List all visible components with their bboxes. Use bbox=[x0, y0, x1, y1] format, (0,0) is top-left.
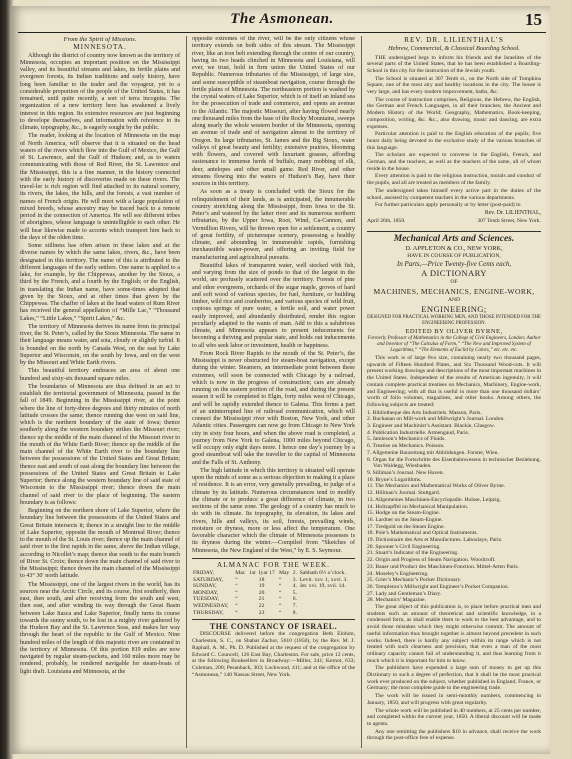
almanac-cell: “ bbox=[279, 596, 282, 603]
paragraph: The publishers have expended a large sum of money to get up this Dictionary to such a degree of perfection, that it shall be the most practical work ever produced on the subject, whether published in England, France, or Germany; the most complete guide to the engineering trade. bbox=[367, 665, 541, 692]
almanac-cell: “ bbox=[279, 589, 282, 596]
ad-machines-line: MACHINES, MECHANICS, ENGINE-WORK, bbox=[373, 287, 535, 297]
ad-subject-item: 8. Organ fur die Fortschritte des Eisenbahnwesens in technischer Beziehung. Von Waldegg, Wiesbaden. bbox=[367, 456, 541, 470]
ad-subject-item: 11. The Mechanics and Mathematical Works of Oliver Byrne. bbox=[367, 483, 506, 490]
almanac-cell: “ bbox=[235, 576, 238, 583]
ad-subject-item: 18. Pole’s Mathematical and Optical Instruments. bbox=[367, 530, 478, 537]
column-minnesota bbox=[20, 36, 180, 748]
column-advertisements bbox=[367, 36, 541, 748]
paragraph: Beautiful lakes of transparent water, well stocked with fish, and varying from the size of ponds to that of the largest in the world, are profusely scattered over the territory. Forests of pine and other evergreens, orchards of the sugar maple, groves of hard and soft wood of various species, for fuel, furniture, or building timber, wild rice and cranberries, and various species of wild fruit, copious springs of pure water, a fertile soil, and water power easily improved, and abundantly distributed, render this region peculiarly adapted to the wants of man. Add to this a salubrious climate, and Minnesota appears to present inducements for becoming a thriving and popular state, and holds out inducements to all who seek labor or investment, health or happiness. bbox=[192, 262, 355, 349]
ad-subject-item: 26. Templeton’s Millwright and Engineer’s Pocket Companion. bbox=[367, 583, 510, 590]
ad-dictionary-line: A DICTIONARY bbox=[421, 268, 487, 279]
almanac-cell: 21 bbox=[258, 596, 265, 603]
almanac-row bbox=[192, 570, 355, 577]
almanac-cell bbox=[248, 596, 258, 603]
ad-subject-item: 17. Tredgold on the Steam Engine. bbox=[367, 523, 445, 530]
almanac-cell: TUESDAY, bbox=[193, 596, 220, 603]
almanac-cell: Levit. xxv. 1, xxvi. 3. bbox=[299, 576, 348, 583]
almanac-cell: 22 bbox=[258, 602, 265, 609]
paragraph: As soon as a treaty is concluded with the Sioux for the relinquishment of their lands, as is anticipated, the innumerable country stretching along the Mississippi, from Iowa to the St. Peter’s and watered by the latter river and its numerous northern tributaries, by the Upper Iowa, Root, Wind, Ca-Cannon, and Vermillion Rivers, will be thrown open for a settlement, a country of great fertility, of picturesque scenery, possessing a healthy climate, and abounding in innumerable rapids, furnishing inexhaustible water-power, and offering an inviting field for manufacturing and agricultural pursuits. bbox=[192, 189, 355, 261]
almanac-cell: “ bbox=[279, 602, 282, 609]
ad-subject-item: 22. Origin and Progress of Steam Navigation. Woodcroft. bbox=[367, 557, 496, 564]
almanac-cell: Jer. xvi. 19, xvii. 14. bbox=[299, 583, 346, 590]
almanac-title: ALMANAC FOR THE WEEK. bbox=[217, 560, 330, 569]
paragraph: This beautiful territory embraces an area of about one hundred and sixty-six thousand square miles. bbox=[20, 368, 180, 382]
almanac-cell: “ bbox=[235, 609, 238, 616]
page-number: 15 bbox=[525, 10, 542, 29]
ad-subject-item: 13. Allgemeines Maschinen-Encyclopadie. Hulsse, Leipzig. bbox=[367, 496, 501, 503]
almanac-cell: Sabbath 6½ o’clock. bbox=[299, 570, 346, 576]
almanac-cell: “ bbox=[279, 583, 282, 590]
paragraph: The whole work will be published in 40 numbers, at 25 cents per number, and completed within the current year, 1850. A liberal discount will be made to agents. bbox=[367, 707, 541, 727]
almanac-cell: “ bbox=[235, 596, 238, 603]
ad-signature-name: Rev. Dr. LILIENTHAL, bbox=[484, 209, 541, 216]
almanac-cell: 5. bbox=[292, 589, 297, 596]
article-source: From the Spirit of Missions. bbox=[63, 36, 137, 43]
paragraph: From Rock River Rapids to the mouth of the St. Peter’s, the Mississippi is never obstructed for steam-boat navigation, except during the winter. Steamers, an intermediate point between these extremes, will soon be connected with Chicago by a railroad, which is now in the progress of construction; cars are already running on the eastern portion of the road, and during the present season it will be completed to Elgin, forty miles west of Chicago, and will be rapidly extended thence to Galena. This forms a part of an uninterrupted line of railroad communication, which will connect the Mississippi river with Boston, New York, and other Atlantic cities. Passengers can now go from Chicago to New York city in sixty four hours, and when the above road is completed, a journey from New York to Galena, 1000 miles beyond Chicago, will occupy only eight days more. I hence one day’s journey by a good steamboat will take the traveller to the capital of Minnesota and the Falls of St. Anthony. bbox=[192, 350, 355, 466]
almanac-cell: 2. bbox=[292, 570, 297, 576]
almanac-cell bbox=[248, 590, 258, 597]
almanac-cell: 6. bbox=[292, 596, 297, 603]
almanac-cell bbox=[299, 610, 355, 617]
ad-subject-item: 2. Buchanan on Mill-work and Millwright’s Journal. London. bbox=[367, 416, 505, 423]
constancy-title: THE CONSTANCY OF ISRAEL. bbox=[209, 622, 338, 632]
ad-editor-credentials: Formerly Professor of Mathematics in the College of Civil Engineers, London; Author and Inventor of “The Calculus of Form,” “The New and Improved System of Logarithms,” “The Elements of Euclid by Colors,” etc. etc. etc. bbox=[367, 336, 541, 354]
almanac-row bbox=[192, 603, 355, 610]
ad-subject-item: 24. Moseley’s Engineering. bbox=[367, 570, 429, 577]
almanac-cell: 23 bbox=[258, 609, 265, 616]
ad-subject-item: 5. Jamieson’s Mechanics of Fluids. bbox=[367, 436, 446, 443]
almanac-cell: 8. bbox=[292, 609, 297, 616]
almanac-row bbox=[192, 590, 355, 597]
ad-subject-item: 7. Allgemeine Bauzeitung mit Abbildungen. Forster, Wien. bbox=[367, 449, 499, 456]
ad-subject-item: 12. Hillman’s Journal. Stuttgard. bbox=[367, 490, 441, 497]
divider bbox=[192, 619, 355, 620]
almanac-row bbox=[192, 610, 355, 617]
almanac-cell: MONDAY, bbox=[193, 589, 219, 596]
almanac-table bbox=[192, 570, 355, 616]
almanac-cell: 18 bbox=[258, 576, 265, 583]
ad-subject-item: 14. Holtzapffel on Mechanical Manipulation. bbox=[367, 503, 469, 510]
page-header bbox=[18, 10, 546, 33]
ad-subject-item: 23. Bauer und Product des Maschinen-Fonction. Mittel-Arten Paris. bbox=[367, 563, 519, 570]
newspaper-page bbox=[10, 6, 550, 754]
almanac-cell: “ bbox=[279, 609, 282, 616]
paragraph: Particular attention is paid to the English education of the pupils; five hours daily being devoted to the exclusive study of the various branches of this language. bbox=[367, 131, 541, 151]
ad-signature-date: April 26th, 1850. bbox=[367, 218, 406, 225]
ad-title-of: OF bbox=[450, 279, 458, 286]
ad-subject-item: 19. Dictionnaire des Arts et Manufactures. Laboulaye, Paris. bbox=[367, 537, 503, 544]
ad-subject-item: 21. Stuart’s Indicator of the Engineering. bbox=[367, 550, 459, 557]
ad-editor: EDITED BY OLIVER BYRNE, bbox=[405, 327, 503, 335]
ad-subject-item: 1. Bibliotheque des Arts Industriels. Masson, Paris. bbox=[367, 409, 482, 416]
almanac-cell: “ bbox=[235, 602, 238, 609]
almanac-cell: 19 bbox=[258, 583, 265, 590]
ad-subject-item: 16. Lardner on the Steam-Engine. bbox=[367, 516, 443, 523]
column-rule bbox=[186, 36, 187, 748]
paragraph: Some stillness has often arisen in these lakes and at the diverse names by which the same lakes, rivers, &c., have been designated in this territory. The name of this is attributed to the different languages of the early settlers. One name is applied to a lake, for example, by the Chippewas, another by the Sioux, a third by the French, and a fourth by the English; or the English, in translating the Indian name, have some-times adopted that given by the Sioux, and at other times that given by the Chippewas. The chaffer of lakes at the head waters of Rum River has received the general appellation of “Mille Lac,” “Thousand Lakes,” “Little Lakes,” “Spirit Lakes,” &c. bbox=[20, 243, 180, 322]
ad-subject-item: 27. Lady and Gentleman’s Diary. bbox=[367, 590, 442, 597]
almanac-cell bbox=[299, 590, 355, 597]
section-heading: Mechanical Arts and Sciences. bbox=[367, 231, 541, 243]
paragraph: The undersigned takes himself every active part in the duties of the school, assisted by competent teachers in the various departments. bbox=[367, 187, 541, 201]
ad-designed-for: DESIGNED FOR PRACTICAL WORKING MEN, AND THOSE INTENDED FOR THE ENGINEERING PROFESSION. bbox=[367, 314, 541, 326]
ad-subject-item: 10. Bryne’s Logarithms. bbox=[367, 476, 422, 483]
paragraph: Every attention is paid to the religious instruction, morals and conduct of the pupils, and all are treated as members of the family. bbox=[367, 173, 541, 187]
almanac-cell: “ bbox=[235, 589, 238, 596]
paragraph: The reader, looking at the location of Minnesota on the map of North America, will observe that it is situated on the head waters of the rivers which flow into the Gulf of Mexico, the Gulf of St. Lawrence, and the Gulf of Hudson; and, as to waters communicating with those of Red River, the St. Lawrence and the Mississippi, this is a fine manner, in the history connected with the early history of discoveries made on these rivers. The travel-ler is rich region will find attached to its natural scenery, its rivers, the lakes, the hills, and the forests, a vast number of names of French origin. He will meet with a large population of mixed breeds, whose ancestry may be traced back to a remote period in the connection of America. He will see different tribes of aborigines, whose language is unintelligible to each other. He will hear likewise made to accents which transport him back to the days of the olden time. bbox=[20, 133, 180, 241]
ad-subject-item: 3. Engineer and Machinist’s Assistant. Blackie, Glasgow. bbox=[367, 423, 495, 430]
almanac-cell: 4. bbox=[292, 583, 297, 590]
almanac-cell bbox=[248, 583, 258, 590]
paragraph: This work is of large 8vo size, containing nearly two thousand pages, upwards of Fifteen Hundred Plates, and Six Thousand Wood-cuts. It will present working drawings and descriptions of the most important machines in the United States. Independent of the results of American ingenuity, it will contain complete practical treatises on Mechanics, Machinery, Engine-work, and Engineering; with all that is useful in more than one thousand dollars’ worth of folio volumes, magazines, and other books. Among others, the following subjects are treated: bbox=[367, 355, 541, 408]
almanac-cell bbox=[248, 603, 258, 610]
paragraph: For further particulars apply personally or by letter (post-paid) to bbox=[375, 202, 521, 209]
masthead-title: The Asmonean. bbox=[230, 11, 334, 27]
divider bbox=[192, 558, 355, 559]
almanac-cell: 3. bbox=[292, 576, 297, 583]
paragraph: Beginning on the northern shore of Lake Superior, where the boundary line between the possessions of the United States and Great Britain intersects it; thence in a straight line to the middle of Lake Superior, opposite the mouth of Montreal River; thence to the mouth of the St. Louis river; thence up the main channel of said river to the first rapids in the same, above the Indian village, according to Nicollet’s map; thence due south to the main branch of River St. Croix; thence down the main channel of said river to the Mississippi; thence down the main channel of the Mississippi to 43° 30′ north latitude. bbox=[20, 508, 180, 580]
almanac-cell: SATURDAY, bbox=[193, 576, 223, 583]
ad-lilienthal-title: REV. DR. LILIENTHAL’S bbox=[404, 36, 504, 44]
almanac-cell: THURSDAY, bbox=[193, 609, 224, 616]
ad-subject-item: 25. Grier’s Mechanic’s Pocket Dictionary. bbox=[367, 577, 462, 584]
paragraph: The work will be issued in semi-monthly numbers, commencing in January, 1850, and will progress with great regularity. bbox=[367, 693, 541, 706]
almanac-cell: FRIDAY, bbox=[193, 570, 214, 576]
paragraph: The territory of Minnesota derives its name from its principal river, the St. Peter’s, called by the Sioux Minnesota. The name in their language means water, and sota, cloudy or slightly turbid. It is bounded on the north by Canada West, on the east by Lake Superior and Wisconsin, on the south by Iowa, and on the west by the Missouri and White Earth rivers. bbox=[20, 323, 180, 366]
paragraph: The great object of this publication is, to place before practical men and students such an amount of theoretical and scientific knowledge, in a condensed form, as shall enable them to work to the best advantage, and to avoid those mistakes which they might otherwise commit. The amount of useful information thus brought together is almost beyond precedent in such works. Indeed, there is hardly any subject within its range which is not treated with such clearness and precision, that even a man of the most ordinary capacity cannot fail of understanding it, and thus learning from it much which it is important for him to know. bbox=[367, 604, 541, 664]
paragraph: The School is situated at 307 Tenth st., on the North side of Tompkins Square, one of the most airy and healthy locations in the city. The house is very large, and has every modern improvement, baths, &c. bbox=[367, 75, 541, 96]
almanac-cell bbox=[248, 610, 258, 617]
ad-subject-item: 20. Spooner’s Civil Engineering. bbox=[367, 543, 441, 550]
ad-subject-list bbox=[367, 410, 541, 604]
paragraph: Any one remitting the publishers $10 in advance, shall receive the work through the post-office free of expense. bbox=[367, 728, 541, 742]
almanac-cell: Iyar 17 bbox=[258, 570, 275, 576]
almanac-cell: 7. bbox=[292, 602, 297, 609]
almanac-cell: WEDNESDAY, bbox=[193, 602, 229, 609]
ad-title-and: AND bbox=[447, 297, 461, 304]
ad-signature-address: 307 Tenth Street, New York. bbox=[477, 218, 541, 225]
ad-publisher: D. APPLETON & CO., NEW YORK, bbox=[405, 245, 503, 253]
paragraph: The Mississippi, one of the largest rivers in the world, has its sources near the Arctic Circle, and its course, first southerly, then east, then south, and after receiving from the south and west, then east, and after winding its way through the Great Basin between Lake Itasca and Lake Superior, finally turns its course towards the sunny south, to be lost in a mighty river gathered by the Hudson Bay and the St. Lawrence Seas, and makes her way through the heart of the republic to the Gulf of Mexico. Nine hundred miles of the length of this majestic river are contained in the territory of Minnesota. Of this portion 819 miles are now navigated by regular steam-packets, and 160 miles more may be rendered, probably, be rendered navigable for steam-boats of light draft. Louisiana and Minnesota, at the bbox=[20, 581, 180, 675]
almanac-cell bbox=[299, 603, 355, 610]
almanac-cell: 1st bbox=[249, 570, 256, 576]
almanac-row bbox=[192, 577, 355, 584]
ad-publication-note: HAVE IN COURSE OF PUBLICATION, bbox=[407, 253, 501, 260]
ad-engineering-line: ENGINEERING; bbox=[421, 303, 487, 314]
almanac-cell: Mar. bbox=[235, 570, 246, 576]
paragraph: The high latitude in which this territory is situated will operate upon the minds of some as a serious objection to making it a place of residence. It is an error, very generally prevailing, to judge of a climate by its latitude. Numerous circumstances tend to modify the climate or to produce a great difference of climate, in two sections of the same zone. The geology of a country has much to do with its climate. Its topography, its elevation, its lakes and rivers, hills and valleys, its soil, forests, prevailing winds, moisture or dryness, more or less affect the temperature. One favorable character which the climate of Minnesota possesses is its dryness during the winter.—Compiled from “Sketches of Minnesota, the New England of the West,” by E. S. Seymour. bbox=[192, 467, 355, 554]
ad-subject-item: 9. Silliman’s Journal. New Haven. bbox=[367, 469, 444, 476]
ad-format: In Parts,—Price Twenty-five Cents each, bbox=[396, 260, 512, 269]
ad-signature-line bbox=[367, 218, 541, 225]
paragraph: Although the district of country now known as the territory of Minnesota, occupies an important position on the Mississippi valley, and its beautiful streams and lakes, its fertile plains and evergreen forests, its Indian traditions and early history, have long been familiar to the trader and the voyageur, yet to a considerable proportion of the people of the United States, it has remained, until quite recently, a sort of terra incognita. The organization of a new territory here has awakened a lively interest in this region. Its extensive resources are just beginning to develope themselves, and information with reference to its climate, topography, &c., is eagerly sought by the public. bbox=[20, 52, 180, 131]
paragraph: The course of instruction comprises, Religious, the Hebrew, the English, the German and French Languages, in all their branches; the Ancient and Modern History of the World; Geography, Mathematics, Book-keeping, composition, writing, &c. &c., also drawing, music and dancing, are extra expenses. bbox=[367, 96, 541, 130]
almanac-cell bbox=[248, 577, 258, 584]
ad-subject-item: 6. Treatise on Mechanics. Poisson. bbox=[367, 443, 445, 450]
almanac-row bbox=[192, 596, 355, 603]
column-minnesota-continued bbox=[192, 36, 355, 748]
almanac-cell bbox=[299, 596, 355, 603]
almanac-cell: “ bbox=[235, 583, 238, 590]
page-edges bbox=[550, 0, 572, 759]
article-heading: MINNESOTA. bbox=[73, 43, 127, 52]
paragraph: opposite extremes of the river, will be the only citizens whose territory extends on both sides of this stream. The Mississippi river, like an iron belt extending through the centre of our country, having its two heads clinched in Minnesota and Louisiana, will ever, we trust, hold in firm union the United States of our Republic. Numerous tributaries of the Mississippi, of large size, and some susceptible of steamboat navigation, course through the fertile plains of Minnesota. The northeastern portion is washed by the crystal waters of Lake Superior, which is of itself an inland sea for the prosecution of trade and commerce, and opens an avenue to the Atlantic. The majestic Missouri, after having flowed nearly one thousand miles from the base of the Rocky Mountains, sweeps along nearly the whole western border of the Minnesota, opening an avenue of trade and of navigation almost to the territory of Oregon. Its large tributaries, St. James and the Big Sioux, water valleys of great beauty and fertility; extensive prairies, blooming with flowers, and covered with luxuriant grasses, affording sustenance to immense herds of buffalo, many mobbing of elk, deer, antelopes and other small game. Red River, and other streams flowing into the waters of Hudson’s Bay, have their sources in this territory. bbox=[192, 36, 355, 187]
almanac-cell: 20 bbox=[258, 589, 265, 596]
paragraph: The boundaries of Minnesota are thus defined in an act to establish the territorial government of Minnesota, passed in the fall of 1849. Beginning in the Mississippi river, at the point where the line of forty-three degrees and thirty minutes of north latitude crosses the same; thence running due west on said line, which is the northern boundary of the state of Iowa; thence southerly along the western boundary strikes the Missouri river; thence up the middle of the main channel of the Missouri river to the mouth of the White Earth River; thence up the middle of the main channel of the White Earth river to the boundary line between the possessions of the United States and Great Britain; thence east and south of east along the boundary line between the possessions of the United States and Great Britain to Lake Superior; thence along the western boundary line of said state of Wisconsin to the Mississippi river; thence down the main channel of said river to the place of beginning. The eastern boundary is as follows: bbox=[20, 383, 180, 506]
ad-lilienthal-subtitle: Hebrew, Commercial, & Classical Boarding School. bbox=[388, 45, 520, 53]
almanac-row bbox=[192, 583, 355, 590]
ad-subject-item: 28. Mechanics’ Magazine. bbox=[367, 597, 426, 604]
ad-subject-item: 15. Hodge on the Steam-Engine. bbox=[367, 510, 441, 517]
almanac-cell: SUNDAY, bbox=[193, 583, 217, 590]
constancy-text: DISCOURSE delivered before the congregation Beth Elohim, Charleston, S. C., on Shabat Zachor, 5610 (1850), by the Rev. M. J. Raphall, A. M., Ph. D. Published at the request of the congregation by Edward C. Councell, 126 East Bay, Charleston. For sale, price 12 cents, at the following Booksellers in Broadway:—Miller, 241; Kernot, 633; Coleman, 200; Pesanbach, 303; Lockwood, 411; and at the office of the “Asmonean,” 140 Nassau Street, New York. bbox=[192, 631, 355, 678]
almanac-cell: “ bbox=[279, 576, 282, 583]
column-rule bbox=[361, 36, 362, 748]
almanac-cell: May bbox=[279, 570, 290, 576]
paragraph: The scholars are expected to converse in the English, French, and German, and the teachers, as well as the teachers of the same, all of whom reside in the house. bbox=[367, 152, 541, 172]
ad-subject-item: 4. Publication Industrielle. Armengaud, Paris. bbox=[367, 429, 470, 436]
paragraph: THE undersigned begs to inform his friends and the Israelites of the several parts of the United States, that he has been established a Boarding-School in this city for the instruction of the Jewish youth. bbox=[367, 54, 541, 74]
